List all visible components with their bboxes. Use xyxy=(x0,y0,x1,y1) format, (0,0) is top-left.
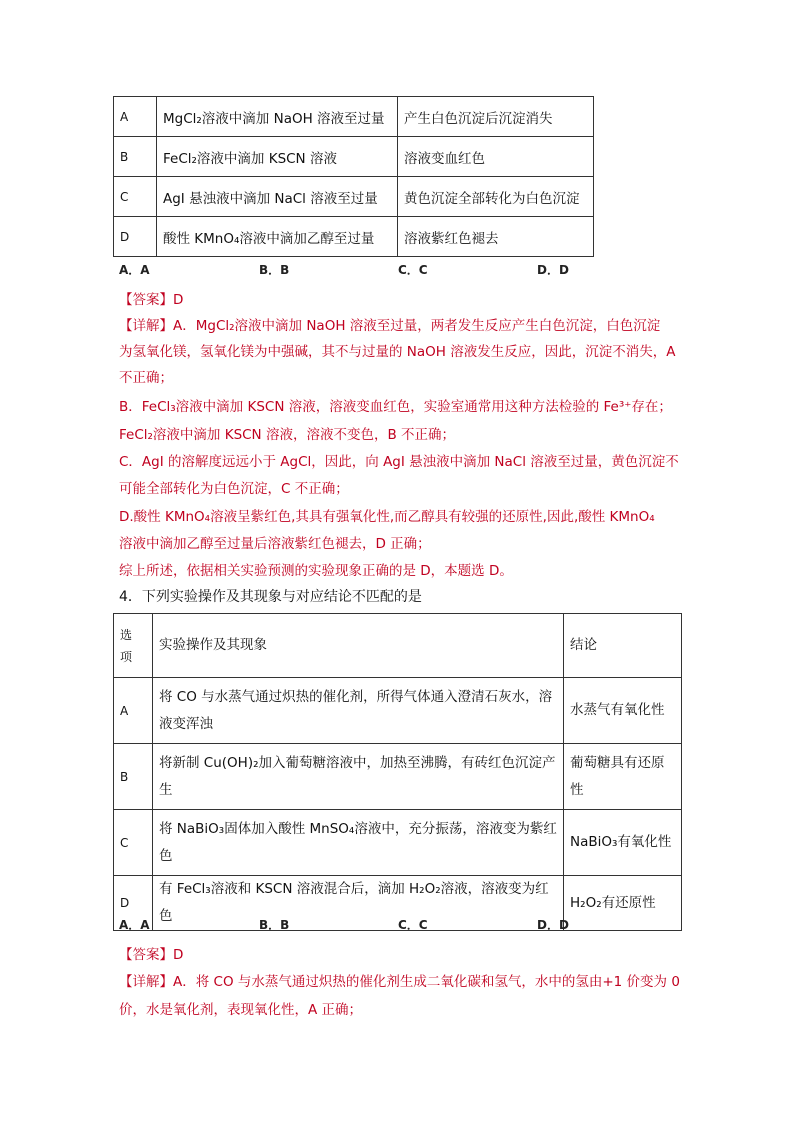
operation-cell: 将 NaBiO₃固体加入酸性 MnSO₄溶液中，充分振荡，溶液变为紫红色 xyxy=(153,810,564,876)
conclusion-cell: 葡萄糖具有还原性 xyxy=(564,744,682,810)
operation-cell: 酸性 KMnO₄溶液中滴加乙醇至过量 xyxy=(157,217,398,257)
operation-cell: MgCl₂溶液中滴加 NaOH 溶液至过量 xyxy=(157,97,398,137)
table-row xyxy=(114,678,682,744)
q4-explain-text: 价，水是氧化剂，表现氧化性，A 正确； xyxy=(119,1002,363,1018)
q3-explain-line: 【详解】A．MgCl₂溶液中滴加 NaOH 溶液至过量，两者发生反应产生白色沉淀，白色沉淀 xyxy=(119,318,661,334)
table-row xyxy=(114,177,594,217)
q4-explain-line xyxy=(119,970,680,990)
operation-cell: AgI 悬浊液中滴加 NaCl 溶液至过量 xyxy=(157,177,398,217)
row-label: C xyxy=(114,177,157,217)
q3-explain-line: 为氢氧化镁，氢氧化镁为中强碱，其不与过量的 NaOH 溶液发生反应，因此，沉淀不消失，A xyxy=(119,344,676,360)
row-label: A xyxy=(114,97,157,137)
table-header-row xyxy=(114,614,682,678)
option-b[interactable]: B．B xyxy=(259,918,290,932)
table-row xyxy=(114,810,682,876)
row-label: C xyxy=(114,810,153,876)
header-operation: 实验操作及其现象 xyxy=(153,614,564,678)
operation-cell: 有 FeCl₃溶液和 KSCN 溶液混合后，滴加 H₂O₂溶液，溶液变为红色 xyxy=(153,876,564,931)
q3-explain-line: B．FeCl₃溶液中滴加 KSCN 溶液，溶液变血红色，实验室通常用这种方法检验的 Fe³⁺存在； xyxy=(119,399,672,415)
operation-cell: 将 CO 与水蒸气通过炽热的催化剂，所得气体通入澄清石灰水，溶液变浑浊 xyxy=(153,678,564,744)
q3-explain-line: 可能全部转化为白色沉淀，C 不正确； xyxy=(119,481,349,497)
table-row xyxy=(114,97,594,137)
q3-explain-line: 综上所述，依据相关实验预测的实验现象正确的是 D，本题选 D。 xyxy=(119,563,513,579)
q4-title: 4．下列实验操作及其现象与对应结论不匹配的是 xyxy=(119,589,422,605)
q4-table xyxy=(113,613,682,931)
q4-answer: 【答案】D xyxy=(119,947,184,963)
option-d[interactable]: D．D xyxy=(537,918,569,932)
q3-table xyxy=(113,96,594,257)
conclusion-cell: H₂O₂有还原性 xyxy=(564,876,682,931)
option-a[interactable]: A．A xyxy=(119,263,150,277)
q3-explain-line: 不正确； xyxy=(119,370,173,386)
q3-explain-line: FeCl₂溶液中滴加 KSCN 溶液，溶液不变色，B 不正确； xyxy=(119,427,456,443)
table-row xyxy=(114,137,594,177)
option-c[interactable]: C．C xyxy=(398,263,428,277)
header-conclusion: 结论 xyxy=(564,614,682,678)
q3-explain-line: C．AgI 的溶解度远远小于 AgCl，因此，向 AgI 悬浊液中滴加 NaCl 溶液至过量，黄色沉淀不 xyxy=(119,454,679,470)
row-label: A xyxy=(114,678,153,744)
conclusion-cell: 水蒸气有氧化性 xyxy=(564,678,682,744)
operation-cell: 将新制 Cu(OH)₂加入葡萄糖溶液中，加热至沸腾，有砖红色沉淀产生 xyxy=(153,744,564,810)
q3-explain-line: 溶液中滴加乙醇至过量后溶液紫红色褪去，D 正确； xyxy=(119,536,431,552)
phenomenon-cell: 溶液紫红色褪去 xyxy=(398,217,594,257)
header-label: 选 项 xyxy=(114,614,153,678)
option-b[interactable]: B．B xyxy=(259,263,290,277)
q3-explain-line: D.酸性 KMnO₄溶液呈紫红色,其具有强氧化性,而乙醇具有较强的还原性,因此,酸性 KMnO₄ xyxy=(119,509,655,525)
operation-cell: FeCl₂溶液中滴加 KSCN 溶液 xyxy=(157,137,398,177)
table-row xyxy=(114,744,682,810)
row-label: B xyxy=(114,137,157,177)
option-c[interactable]: C．C xyxy=(398,918,428,932)
conclusion-cell: NaBiO₃有氧化性 xyxy=(564,810,682,876)
row-label: B xyxy=(114,744,153,810)
row-label: D xyxy=(114,217,157,257)
option-a[interactable]: A．A xyxy=(119,918,150,932)
table-row xyxy=(114,217,594,257)
q3-answer: 【答案】D xyxy=(119,292,184,308)
option-d[interactable]: D．D xyxy=(537,263,569,277)
row-label: D xyxy=(114,876,153,931)
phenomenon-cell: 黄色沉淀全部转化为白色沉淀 xyxy=(398,177,594,217)
q4-explain-line xyxy=(119,998,362,1018)
phenomenon-cell: 溶液变血红色 xyxy=(398,137,594,177)
phenomenon-cell: 产生白色沉淀后沉淀消失 xyxy=(398,97,594,137)
q4-explain-text: 【详解】A．将 CO 与水蒸气通过炽热的催化剂生成二氧化碳和氢气，水中的氢由+1 价变为 0 xyxy=(119,974,680,990)
